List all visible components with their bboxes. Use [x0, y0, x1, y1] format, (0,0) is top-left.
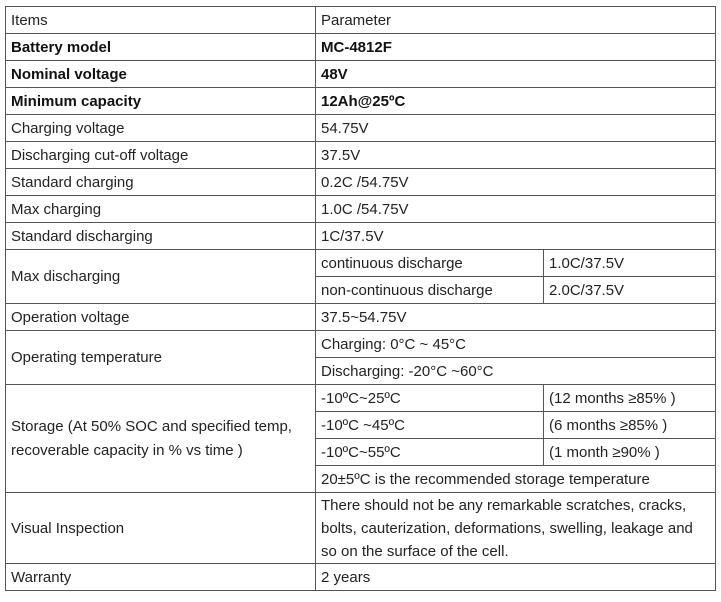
label-operating-temperature: Operating temperature [6, 331, 316, 385]
mode-non-continuous-discharge: non-continuous discharge [316, 277, 544, 304]
value-non-continuous-discharge: 2.0C/37.5V [544, 277, 716, 304]
storage-value-1: (12 months ≥85% ) [544, 385, 716, 412]
label-storage-line1: Storage (At 50% SOC and specified temp, [11, 417, 292, 435]
row-standard-discharging [6, 223, 716, 250]
value-warranty: 2 years [316, 564, 716, 591]
label-minimum-capacity: Minimum capacity [6, 88, 316, 115]
row-discharging-cutoff [6, 142, 716, 169]
header-parameter: Parameter [316, 7, 716, 34]
value-operating-temp-discharging: Discharging: -20°C ~60°C [316, 358, 716, 385]
row-standard-charging [6, 169, 716, 196]
storage-value-3: (1 month ≥90% ) [544, 439, 716, 466]
mode-continuous-discharge: continuous discharge [316, 250, 544, 277]
row-operating-temp-charging [6, 331, 716, 358]
row-max-charging [6, 196, 716, 223]
value-operating-temp-charging: Charging: 0°C ~ 45°C [316, 331, 716, 358]
value-visual-inspection: There should not be any remarkable scratches, cracks, bolts, cauterization, deformations, swelling, leakage and so on the surface of the cell. [316, 493, 716, 564]
label-operation-voltage: Operation voltage [6, 304, 316, 331]
row-operation-voltage [6, 304, 716, 331]
storage-range-2: -10ºC ~45ºC [316, 412, 544, 439]
label-charging-voltage: Charging voltage [6, 115, 316, 142]
value-charging-voltage: 54.75V [316, 115, 716, 142]
row-visual-inspection [6, 493, 716, 564]
row-battery-model [6, 34, 716, 61]
label-nominal-voltage: Nominal voltage [6, 61, 316, 88]
spec-table [5, 6, 716, 591]
value-standard-discharging: 1C/37.5V [316, 223, 716, 250]
value-battery-model: MC-4812F [316, 34, 716, 61]
storage-range-3: -10ºC~55ºC [316, 439, 544, 466]
label-storage-line2: recoverable capacity in % vs time ) [11, 441, 243, 459]
row-charging-voltage [6, 115, 716, 142]
value-discharging-cutoff: 37.5V [316, 142, 716, 169]
label-battery-model: Battery model [6, 34, 316, 61]
label-discharging-cutoff: Discharging cut-off voltage [6, 142, 316, 169]
row-storage-1 [6, 385, 716, 412]
label-storage [6, 385, 316, 493]
storage-range-1: -10ºC~25ºC [316, 385, 544, 412]
value-standard-charging: 0.2C /54.75V [316, 169, 716, 196]
label-standard-discharging: Standard discharging [6, 223, 316, 250]
value-minimum-capacity: 12Ah@25ºC [316, 88, 716, 115]
value-operation-voltage: 37.5~54.75V [316, 304, 716, 331]
row-max-discharging-continuous [6, 250, 716, 277]
header-row [6, 7, 716, 34]
value-max-charging: 1.0C /54.75V [316, 196, 716, 223]
storage-note: 20±5ºC is the recommended storage temperature [316, 466, 716, 493]
row-minimum-capacity [6, 88, 716, 115]
value-continuous-discharge: 1.0C/37.5V [544, 250, 716, 277]
label-warranty: Warranty [6, 564, 316, 591]
value-nominal-voltage: 48V [316, 61, 716, 88]
label-visual-inspection: Visual Inspection [6, 493, 316, 564]
row-nominal-voltage [6, 61, 716, 88]
header-items: Items [6, 7, 316, 34]
row-warranty [6, 564, 716, 591]
storage-value-2: (6 months ≥85% ) [544, 412, 716, 439]
label-standard-charging: Standard charging [6, 169, 316, 196]
label-max-charging: Max charging [6, 196, 316, 223]
label-max-discharging: Max discharging [6, 250, 316, 304]
